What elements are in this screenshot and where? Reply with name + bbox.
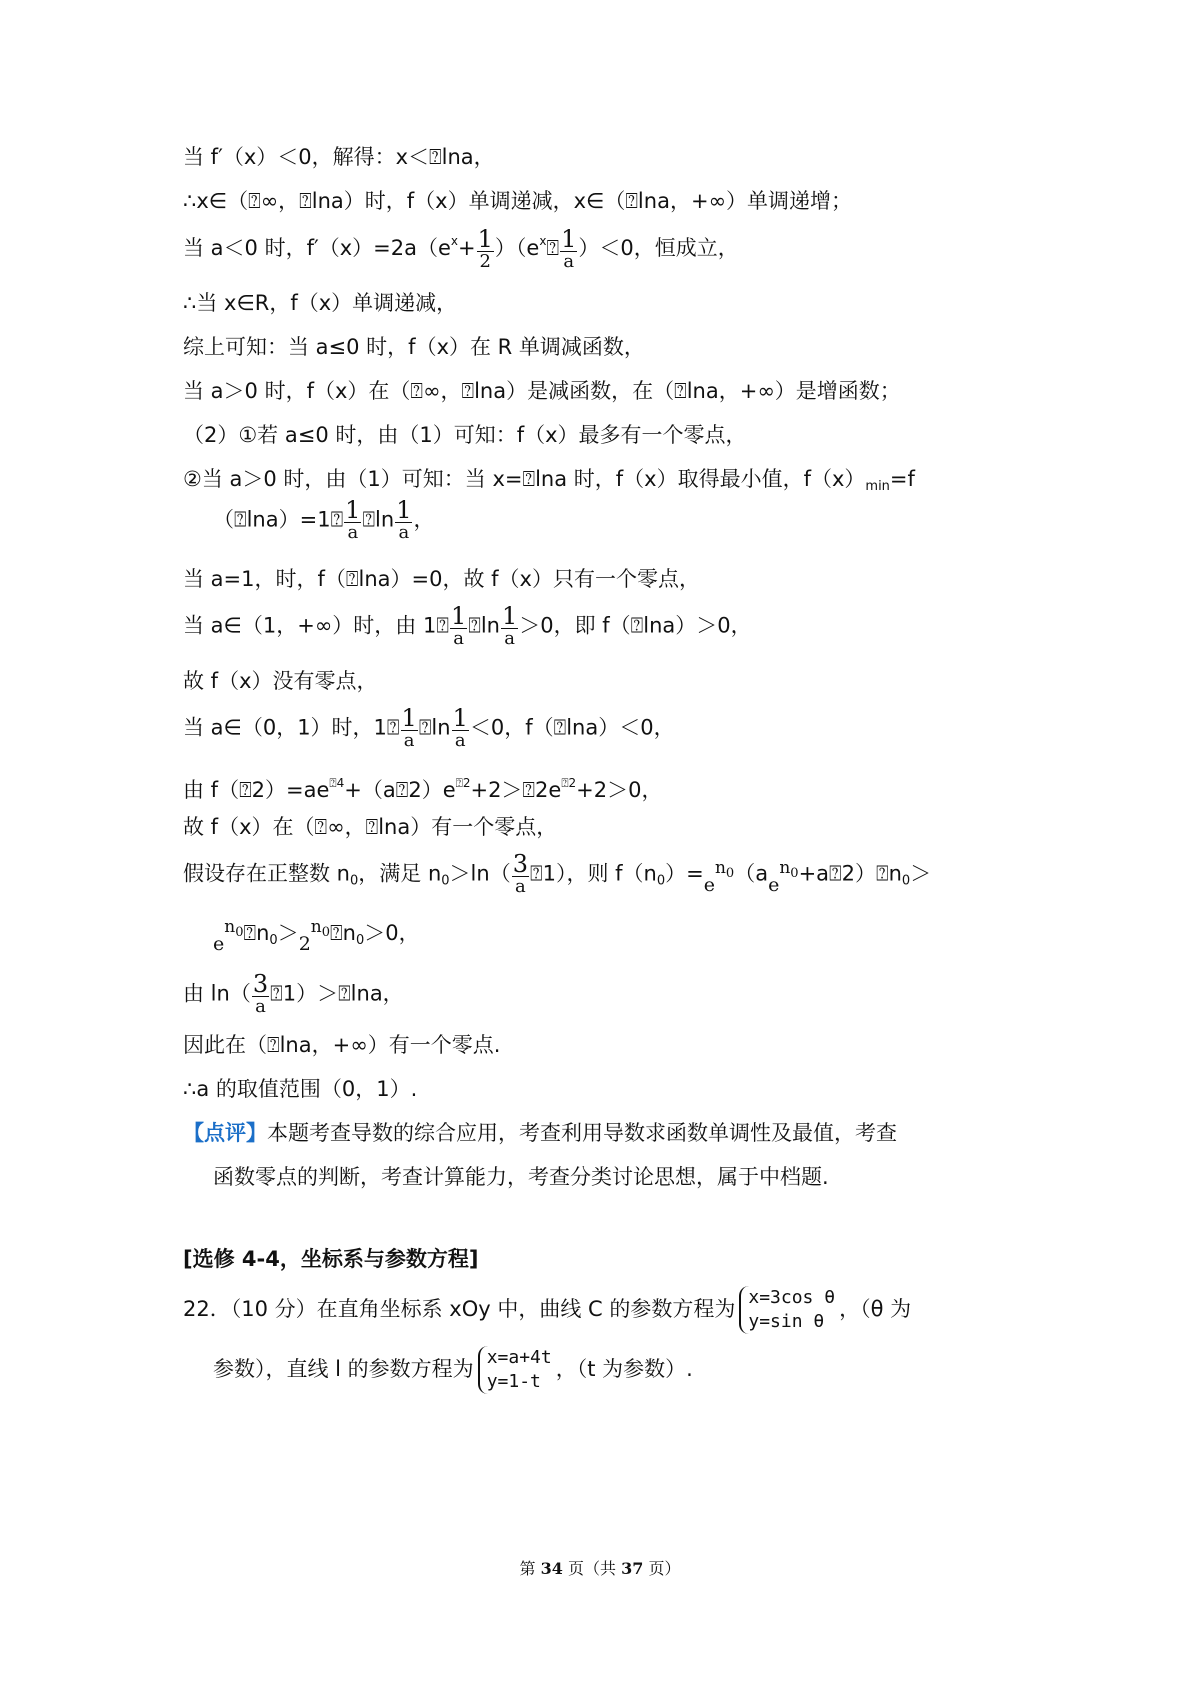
text-line: 当 f′（x）＜0，解得：x＜⍰lna， <box>183 145 495 169</box>
remark-tag: 【点评】 <box>183 1121 267 1145</box>
fraction: $\frac{1}{a}$ <box>396 496 412 543</box>
text-line: 综上可知：当 a≤0 时，f（x）在 R 单调减函数， <box>183 335 645 359</box>
text-line: （2）①若 a≤0 时，由（1）可知：f（x）最多有一个零点， <box>183 423 747 447</box>
fraction: $\frac{3}{a}$ <box>252 970 269 1017</box>
fraction: $\frac{1}{a}$ <box>501 602 518 649</box>
text-line: ∴当 x∈R，f（x）单调递减， <box>183 291 458 315</box>
text-line: $e^{n_0}⍰n_0>2^{n_0}⍰n_0>0$， <box>213 917 420 955</box>
text-line: 参数），直线 l 的参数方程为 x=a+4t y=1-t ，（t 为参数）. <box>213 1347 693 1392</box>
text-line: 故 f（x）没有零点， <box>183 669 378 693</box>
page-total: 37 <box>621 1559 644 1578</box>
fraction: $\frac{1}{a}$ <box>450 602 467 649</box>
fraction: $\frac{1}{a}$ <box>561 224 577 272</box>
page-number: 34 <box>540 1559 563 1578</box>
text-line: 故 f（x）在（⍰∞，⍰lna）有一个零点， <box>183 815 558 839</box>
page-footer: 第 34 页（共 37 页） <box>519 1559 681 1578</box>
fraction: $\frac{1}{a}$ <box>401 704 417 751</box>
text-line: 当 a∈（0，1）时，1⍰ $\frac{1}{a}$ ⍰ln $\frac{1}{a}$ ＜0，f（⍰lna）＜0， <box>183 704 675 751</box>
text-line: ∴x∈（⍰∞，⍰lna）时，f（x）单调递减，x∈（⍰lna，+∞）单调递增； <box>183 189 853 213</box>
parametric-equations: x=a+4t y=1-t <box>478 1346 552 1394</box>
section-heading: [选修 4-4，坐标系与参数方程] <box>183 1247 479 1271</box>
fraction: $\frac{1}{2}$ <box>477 224 493 272</box>
remark: 【点评】本题考查导数的综合应用，考查利用导数求函数单调性及最值，考查 <box>183 1121 897 1145</box>
text-line: （⍰lna）=1⍰ $\frac{1}{a}$ ⍰ln $\frac{1}{a}$ ， <box>213 496 435 543</box>
fraction: $\frac{1}{a}$ <box>345 496 361 543</box>
fraction: $\frac{1}{a}$ <box>452 704 468 751</box>
text-line: 函数零点的判断，考查计算能力，考查分类讨论思想，属于中档题. <box>213 1165 829 1189</box>
parametric-equations: x=3cos θ y=sin θ <box>739 1286 835 1334</box>
text-line: 由 $f(⍰2)=ae^{⍰4}+(a⍰2)e^{⍰2}+2>⍰2e^{⍰2}+2>0$， <box>183 776 663 802</box>
text-line: 当 a＞0 时，f（x）在（⍰∞，⍰lna）是减函数，在（⍰lna，+∞）是增函数； <box>183 379 901 403</box>
text-line: 当 a=1，时，f（⍰lna）=0，故 f（x）只有一个零点， <box>183 567 700 591</box>
text-line: 假设存在正整数 $n_0$，满足 $n_0>\ln$（ $\frac{3}{a}$ ⍰1），则 $f(n_0)=e^{n_0}(ae^{n_0}+a⍰2)⍰n_0>$ <box>183 850 932 897</box>
text-line: 当 a＜0 时，$f'(x)=2a(e^x+$ $\frac{1}{2}$ ）（$e^x⍰$ $\frac{1}{a}$ ）＜0，恒成立， <box>183 224 739 272</box>
text-line: ②当 a＞0 时，由（1）可知：当 x=⍰lna 时，f（x）取得最小值，$f(x)_{min}=f$ <box>183 467 915 494</box>
text-line: 由 ln（ $\frac{3}{a}$ ⍰1）＞⍰lna， <box>183 970 404 1017</box>
fraction: $\frac{3}{a}$ <box>512 850 528 897</box>
text-line: 因此在（⍰lna，+∞）有一个零点. <box>183 1033 501 1057</box>
text-line: ∴a 的取值范围（0，1）. <box>183 1077 418 1101</box>
question-22: 22．（10 分）在直角坐标系 xOy 中，曲线 C 的参数方程为 x=3cos θ y=sin θ ，（θ 为 <box>183 1287 912 1332</box>
text-line: 当 a∈（1，+∞）时，由 1⍰ $\frac{1}{a}$ ⍰ln $\frac{1}{a}$ ＞0，即 f（⍰lna）＞0， <box>183 602 752 649</box>
